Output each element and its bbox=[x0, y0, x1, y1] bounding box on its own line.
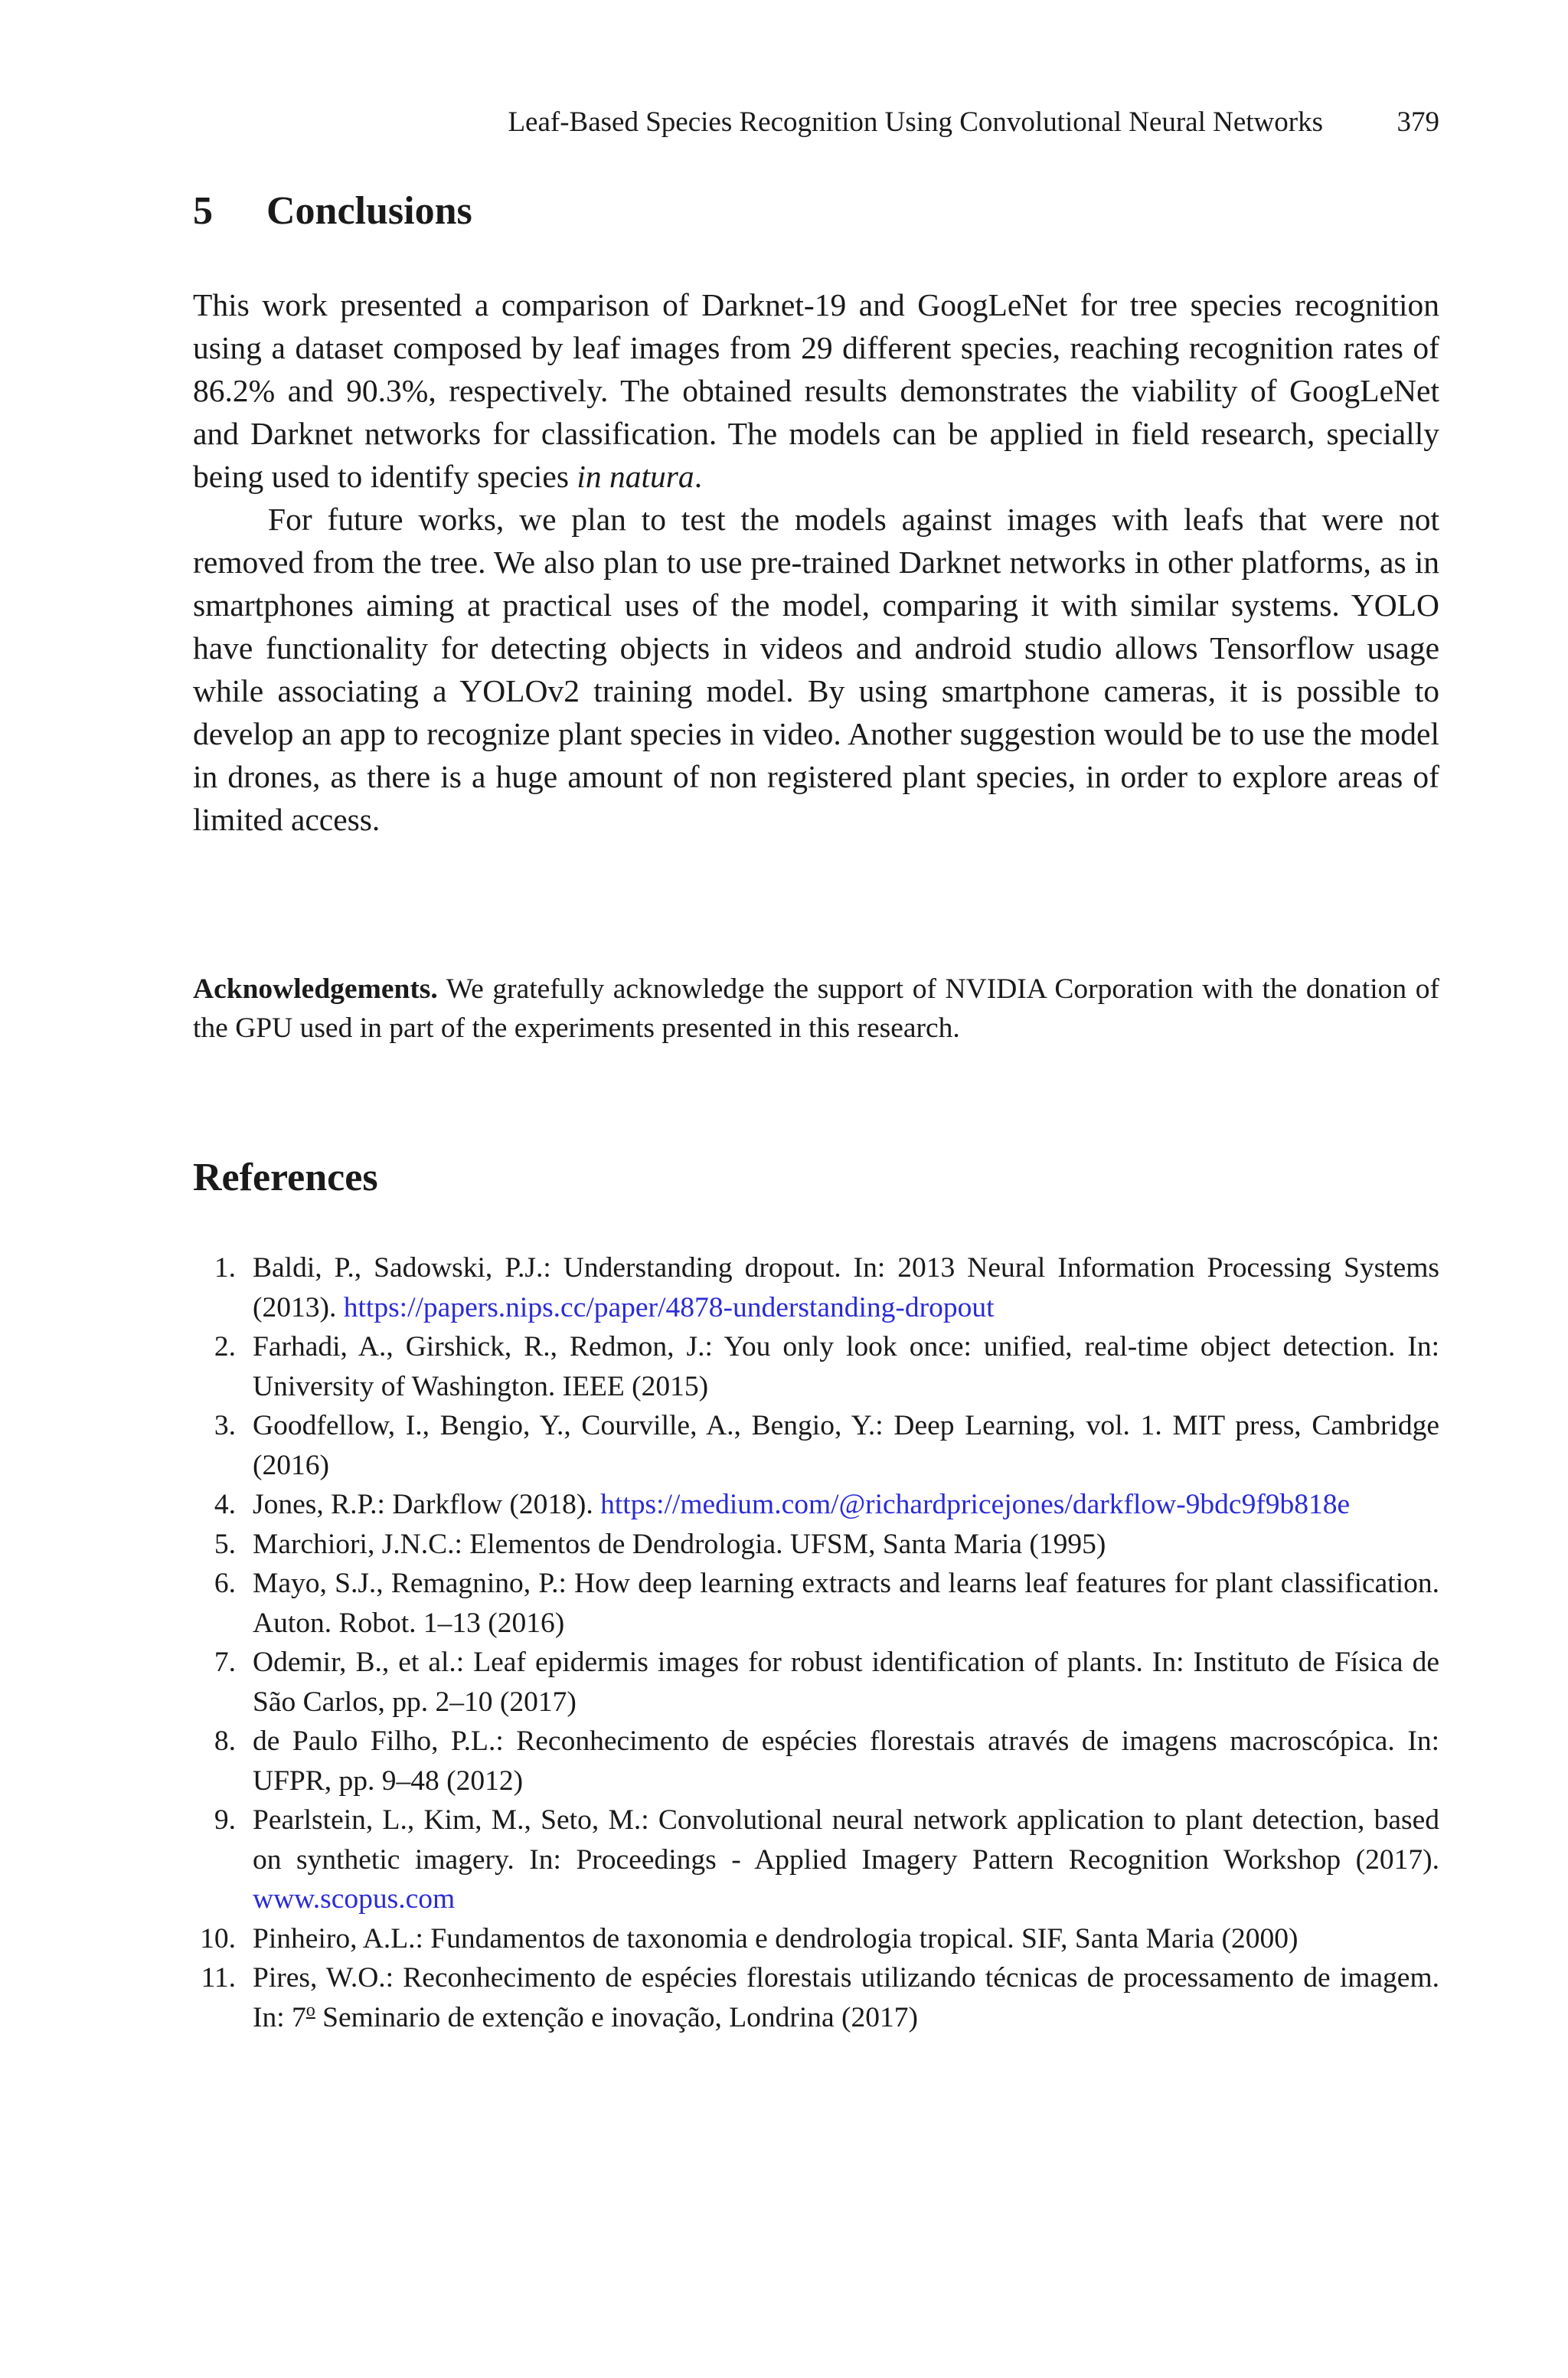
section-heading bbox=[193, 187, 472, 236]
reference-item bbox=[193, 1485, 1439, 1525]
superscript-ordinal bbox=[306, 2000, 315, 2020]
reference-item bbox=[193, 1406, 1439, 1485]
acknowledgements bbox=[193, 970, 1439, 1048]
reference-link[interactable]: www.scopus.com bbox=[253, 1883, 456, 1915]
reference-item bbox=[193, 1958, 1439, 2037]
section-number: 5 bbox=[193, 189, 213, 233]
reference-text: Pinheiro, A.L.: Fundamentos de taxonomia e dendrologia tropical. SIF, Santa Maria (2000) bbox=[253, 1922, 1298, 1954]
conclusions-body bbox=[193, 283, 1439, 841]
reference-item bbox=[193, 1722, 1439, 1801]
reference-item bbox=[193, 1919, 1439, 1959]
reference-number: 9. bbox=[214, 1804, 236, 1836]
reference-text: de Paulo Filho, P.L.: Reconhecimento de espécies florestais através de imagens macroscópica. In: UFPR, pp. 9–48 (2012) bbox=[253, 1725, 1439, 1797]
paragraph-1-end: . bbox=[694, 459, 703, 494]
reference-item bbox=[193, 1327, 1439, 1406]
reference-text: Pires, W.O.: Reconhecimento de espécies florestais utilizando técnicas de processamento de imagem. In: 7 bbox=[253, 1962, 1439, 2033]
paragraph-1 bbox=[193, 283, 1439, 498]
reference-text: Pearlstein, L., Kim, M., Seto, M.: Convolutional neural network application to plant detection, based on synthetic imagery. In: Proceedings - Applied Imagery Pattern Recognition Workshop (2017). bbox=[253, 1804, 1439, 1876]
paragraph-2: For future works, we plan to test the models against images with leafs that were not removed from the tree. We also plan to use pre-trained Darknet networks in other platforms, as in smartphones aiming at practical uses of the model, comparing it with similar systems. YOLO have functionality for detecting objects in videos and android studio allows Tensorflow usage while associating a YOLOv2 training model. By using smartphone cameras, it is possible to develop an app to recognize plant species in video. Another suggestion would be to use the model in drones, as there is a huge amount of non registered plant species, in order to explore areas of limited access. bbox=[193, 502, 1439, 837]
section-title: Conclusions bbox=[266, 189, 472, 233]
reference-text-continued: Seminario de extenção e inovação, Londrina (2017) bbox=[315, 2001, 919, 2033]
reference-link[interactable]: https://medium.com/@richardpricejones/darkflow-9bdc9f9b818e bbox=[600, 1489, 1351, 1520]
reference-link[interactable]: https://papers.nips.cc/paper/4878-understanding-dropout bbox=[343, 1291, 995, 1323]
references-heading: References bbox=[193, 1156, 378, 1199]
reference-number: 11. bbox=[201, 1962, 236, 1994]
acknowledgements-text: We gratefully acknowledge the support of NVIDIA Corporation with the donation of the GPU used in part of the experiments presented in this research. bbox=[193, 973, 1439, 1044]
reference-number: 1. bbox=[214, 1252, 236, 1284]
reference-item bbox=[193, 1643, 1439, 1722]
reference-number: 3. bbox=[214, 1410, 236, 1441]
reference-text: Odemir, B., et al.: Leaf epidermis images for robust identification of plants. In: Instituto de Física de São Carlos, pp. 2–10 (2017) bbox=[253, 1647, 1439, 1718]
reference-text: Jones, R.P.: Darkflow (2018). bbox=[253, 1489, 601, 1520]
page-number: 379 bbox=[1396, 106, 1439, 138]
paragraph-1-text: This work presented a comparison of Darknet-19 and GoogLeNet for tree species recognition using a dataset composed by leaf images from 29 different species, reaching recognition rates of 86.2% and 90.3%, respectively. The obtained results demonstrates the viability of GoogLeNet and Darknet networks for classification. The models can be applied in field research, specially being used to identify species bbox=[193, 287, 1439, 494]
reference-number: 5. bbox=[214, 1528, 236, 1560]
reference-item bbox=[193, 1564, 1439, 1643]
reference-text: Farhadi, A., Girshick, R., Redmon, J.: You only look once: unified, real-time object detection. In: University of Washington. IEEE (2015) bbox=[253, 1331, 1439, 1402]
superscript-text: o bbox=[305, 2000, 315, 2020]
reference-list bbox=[193, 1248, 1439, 2037]
reference-item bbox=[193, 1248, 1439, 1327]
reference-item bbox=[193, 1801, 1439, 1919]
paragraph-1-italic: in natura bbox=[577, 459, 694, 494]
running-head-title: Leaf-Based Species Recognition Using Convolutional Neural Networks bbox=[508, 106, 1323, 138]
reference-text: Baldi, P., Sadowski, P.J.: Understanding dropout. In: 2013 Neural Information Processing Systems (2013). bbox=[253, 1252, 1439, 1323]
reference-number: 2. bbox=[214, 1331, 236, 1362]
reference-number: 8. bbox=[214, 1725, 236, 1757]
reference-number: 4. bbox=[214, 1489, 236, 1520]
reference-text: Mayo, S.J., Remagnino, P.: How deep learning extracts and learns leaf features for plant classification. Auton. Robot. 1–13 (2016) bbox=[253, 1568, 1439, 1639]
reference-text: Marchiori, J.N.C.: Elementos de Dendrologia. UFSM, Santa Maria (1995) bbox=[253, 1528, 1106, 1560]
reference-item bbox=[193, 1525, 1439, 1565]
acknowledgements-label: Acknowledgements. bbox=[193, 973, 438, 1005]
reference-number: 10. bbox=[200, 1922, 236, 1954]
reference-text: Goodfellow, I., Bengio, Y., Courville, A., Bengio, Y.: Deep Learning, vol. 1. MIT press, Cambridge (2016) bbox=[253, 1410, 1439, 1481]
reference-number: 7. bbox=[214, 1647, 236, 1678]
reference-number: 6. bbox=[214, 1568, 236, 1599]
